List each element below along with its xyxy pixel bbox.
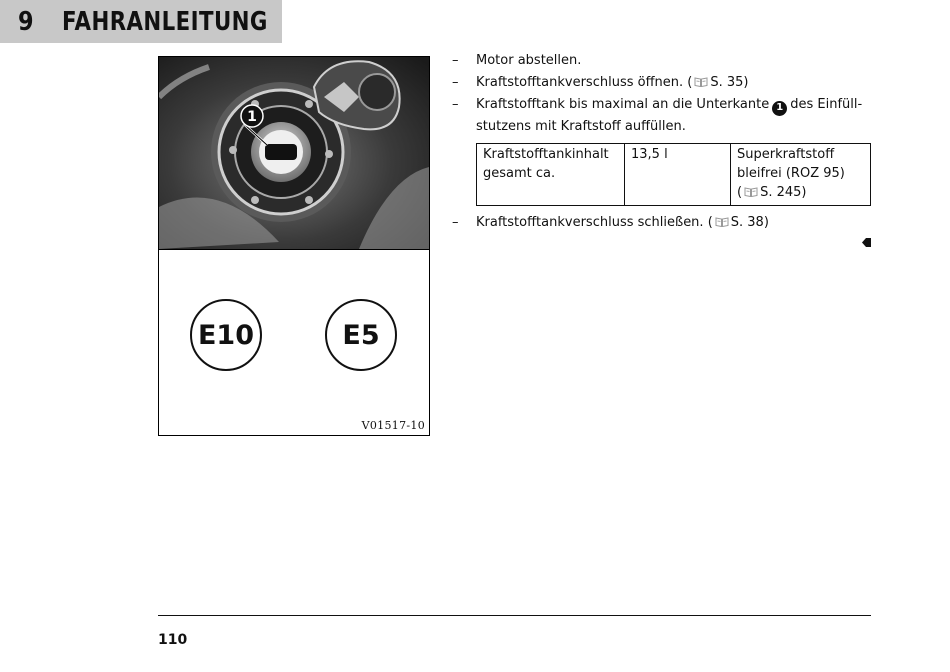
fuel-label-e10: E10 xyxy=(190,299,262,371)
page-number: 110 xyxy=(158,632,188,648)
step-text: des Einfüll- xyxy=(790,97,863,112)
step-text: Kraftstofftank bis maximal an die Unterkante xyxy=(476,97,770,112)
step-text: Motor abstellen. xyxy=(476,53,582,68)
step-dash: – xyxy=(452,215,459,230)
step-text: stutzens mit Kraftstoff auffüllen. xyxy=(476,119,686,134)
step-dash: – xyxy=(452,75,459,90)
page-reference[interactable]: S. 35) xyxy=(710,75,749,90)
instruction-list xyxy=(452,50,872,234)
end-of-section-icon xyxy=(862,238,871,247)
chapter-header xyxy=(0,0,282,43)
table-cell-label xyxy=(477,144,625,206)
fuel-tank-photo xyxy=(159,57,429,250)
step-open-cap xyxy=(452,72,872,94)
table-row xyxy=(477,144,871,206)
figure xyxy=(158,56,430,436)
step-dash: – xyxy=(452,97,459,112)
step-stop-engine xyxy=(452,50,872,72)
tank-capacity-table xyxy=(476,143,871,206)
table-cell-value: 13,5 l xyxy=(625,144,731,206)
fuel-label-e5: E5 xyxy=(325,299,397,371)
step-dash: – xyxy=(452,53,459,68)
page-reference[interactable]: S. 245) xyxy=(760,185,807,200)
fuel-type-badges xyxy=(159,250,429,435)
step-close-cap xyxy=(452,212,872,234)
cell-text: ( xyxy=(737,185,743,200)
page-reference[interactable]: S. 38) xyxy=(730,215,769,230)
cell-text: gesamt ca. xyxy=(483,166,556,181)
book-reference-icon[interactable] xyxy=(694,77,708,87)
step-text: Kraftstofftankverschluss öffnen. ( xyxy=(476,75,693,90)
figure-callout: 1 xyxy=(247,109,257,125)
cell-text: bleifrei (ROZ 95) xyxy=(737,166,845,181)
footer-divider xyxy=(158,615,871,616)
table-cell-fuel xyxy=(731,144,871,206)
chapter-number: 9 xyxy=(18,6,34,37)
cell-text: Kraftstofftankinhalt xyxy=(483,147,609,162)
chapter-title: FAHRANLEITUNG xyxy=(62,6,268,37)
step-text: Kraftstofftankverschluss schließen. ( xyxy=(476,215,713,230)
book-reference-icon[interactable] xyxy=(744,187,758,197)
fuel-filler-image xyxy=(159,57,429,249)
book-reference-icon[interactable] xyxy=(715,217,729,227)
cell-text: Superkraftstoff xyxy=(737,147,835,162)
step-fill-tank xyxy=(452,94,872,138)
callout-marker: 1 xyxy=(772,101,787,116)
figure-code: V01517-10 xyxy=(361,419,425,432)
